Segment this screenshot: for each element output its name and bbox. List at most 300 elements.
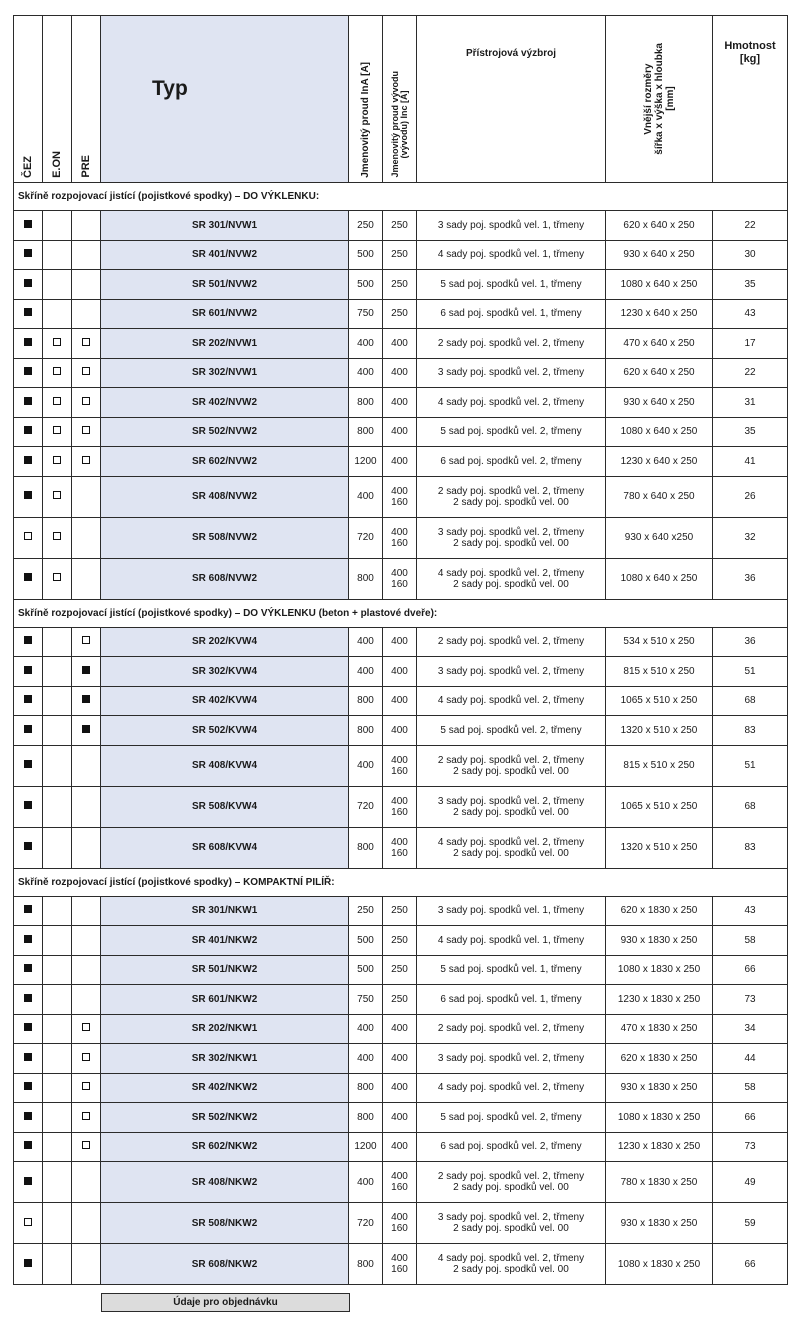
cell-outlet-current (383, 1203, 417, 1244)
empty-square-icon (82, 456, 90, 464)
col-weight-label-2: [kg] (739, 53, 761, 65)
col-dimensions (606, 16, 713, 183)
table-row (14, 476, 788, 517)
outlet-current-value: 400 (391, 836, 408, 848)
cell-dimensions: 1230 x 1830 x 250 (606, 985, 713, 1015)
col-current (349, 16, 383, 183)
equipment-line: 5 sad poj. spodků vel. 2, třmeny (440, 1111, 582, 1123)
empty-square-icon (82, 1023, 90, 1031)
filled-square-icon (24, 636, 32, 644)
section-header-row (14, 599, 788, 627)
cell-weight: 59 (713, 1203, 788, 1244)
filled-square-icon (24, 220, 32, 228)
cell-outlet-current (383, 926, 417, 956)
equipment-line: 3 sady poj. spodků vel. 2, třmeny (437, 526, 585, 538)
equipment-line: 3 sady poj. spodků vel. 2, třmeny (437, 1212, 585, 1223)
cell-weight: 66 (713, 955, 788, 985)
cell-weight: 51 (713, 657, 788, 687)
col-outlet-label-1: Jmenovitý proud vývodu (389, 71, 400, 178)
cell-outlet-current (383, 1162, 417, 1203)
empty-square-icon (82, 338, 90, 346)
section-header-row (14, 868, 788, 896)
cell-rated-current: 250 (349, 896, 383, 926)
filled-square-icon (24, 994, 32, 1002)
cell-equipment (417, 240, 606, 270)
cell-outlet-current (383, 1073, 417, 1103)
cell-weight: 83 (713, 827, 788, 868)
outlet-current-value: 160 (391, 1182, 408, 1193)
table-row (14, 1244, 788, 1285)
cell-cez (14, 926, 43, 956)
cell-eon (43, 1203, 72, 1244)
empty-square-icon (24, 1218, 32, 1226)
cell-eon (43, 476, 72, 517)
cell-type: SR 601/NVW2 (101, 299, 349, 329)
cell-outlet-current (383, 716, 417, 746)
cell-weight: 51 (713, 745, 788, 786)
outlet-current-value: 160 (391, 1223, 408, 1234)
cell-cez (14, 358, 43, 388)
cell-eon (43, 926, 72, 956)
cell-eon (43, 1044, 72, 1074)
empty-square-icon (53, 367, 61, 375)
cell-equipment (417, 1103, 606, 1133)
outlet-current-value: 400 (391, 1171, 408, 1182)
cell-type: SR 608/NVW2 (101, 558, 349, 599)
cell-outlet-current (383, 1044, 417, 1074)
col-pre-label: PRE (79, 155, 92, 178)
empty-square-icon (24, 532, 32, 540)
cell-dimensions: 930 x 1830 x 250 (606, 926, 713, 956)
table-row (14, 1103, 788, 1133)
cell-pre (72, 270, 101, 300)
cell-type: SR 402/NVW2 (101, 388, 349, 418)
cell-outlet-current (383, 517, 417, 558)
filled-square-icon (24, 1259, 32, 1267)
filled-square-icon (24, 760, 32, 768)
equipment-line: 6 sad poj. spodků vel. 2, třmeny (440, 1141, 582, 1153)
equipment-line: 2 sady poj. spodků vel. 2, třmeny (437, 1171, 585, 1182)
filled-square-icon (24, 426, 32, 434)
table-row (14, 926, 788, 956)
outlet-current-value: 160 (391, 578, 408, 590)
cell-type: SR 508/NKW2 (101, 1203, 349, 1244)
cell-dimensions: 620 x 1830 x 250 (606, 896, 713, 926)
cell-cez (14, 627, 43, 657)
cell-dimensions: 1320 x 510 x 250 (606, 827, 713, 868)
cell-type: SR 301/NKW1 (101, 896, 349, 926)
table-row (14, 447, 788, 477)
empty-square-icon (53, 397, 61, 405)
cell-dimensions: 930 x 1830 x 250 (606, 1073, 713, 1103)
col-dims-label-2: šířka x výška x hloubka (653, 43, 665, 155)
table-row (14, 686, 788, 716)
equipment-line: 2 sady poj. spodků vel. 2, třmeny (437, 1023, 585, 1035)
table-row (14, 985, 788, 1015)
cell-outlet-current (383, 476, 417, 517)
cell-weight: 31 (713, 388, 788, 418)
outlet-current-value: 400 (391, 665, 408, 677)
cell-pre (72, 1162, 101, 1203)
cell-pre (72, 358, 101, 388)
cell-eon (43, 1073, 72, 1103)
outlet-current-value: 400 (391, 396, 408, 408)
cell-rated-current: 720 (349, 1203, 383, 1244)
col-equipment-label: Přístrojová výzbroj (465, 47, 557, 59)
cell-equipment (417, 955, 606, 985)
cell-cez (14, 1244, 43, 1285)
cell-pre (72, 786, 101, 827)
equipment-line: 4 sady poj. spodků vel. 1, třmeny (437, 934, 585, 946)
equipment-line: 3 sady poj. spodků vel. 2, třmeny (437, 665, 585, 677)
cell-eon (43, 1244, 72, 1285)
cell-pre (72, 211, 101, 241)
cell-cez (14, 476, 43, 517)
cell-weight: 73 (713, 1132, 788, 1162)
cell-cez (14, 299, 43, 329)
table-row (14, 517, 788, 558)
outlet-current-value: 250 (391, 278, 408, 290)
table-row (14, 558, 788, 599)
cell-cez (14, 211, 43, 241)
empty-square-icon (82, 1112, 90, 1120)
cell-type: SR 202/KVW4 (101, 627, 349, 657)
cell-type: SR 508/NVW2 (101, 517, 349, 558)
cell-weight: 35 (713, 270, 788, 300)
cell-dimensions: 930 x 640 x 250 (606, 240, 713, 270)
cell-type: SR 408/NVW2 (101, 476, 349, 517)
cell-dimensions: 1080 x 1830 x 250 (606, 955, 713, 985)
col-typ-label: Typ (152, 77, 188, 100)
cell-equipment (417, 827, 606, 868)
table-row (14, 388, 788, 418)
cell-equipment (417, 388, 606, 418)
outlet-current-value: 160 (391, 765, 408, 777)
cell-dimensions: 1230 x 1830 x 250 (606, 1132, 713, 1162)
col-outlet-current (383, 16, 417, 183)
filled-square-icon (24, 1023, 32, 1031)
cell-cez (14, 955, 43, 985)
empty-square-icon (53, 338, 61, 346)
col-dims-label-3: [mm] (664, 86, 676, 112)
equipment-line: 5 sad poj. spodků vel. 2, třmeny (440, 724, 582, 736)
cell-weight: 43 (713, 896, 788, 926)
equipment-line: 2 sady poj. spodků vel. 00 (453, 496, 569, 508)
outlet-current-value: 400 (391, 754, 408, 766)
equipment-line: 4 sady poj. spodků vel. 2, třmeny (437, 567, 585, 579)
outlet-current-value: 400 (391, 636, 408, 648)
outlet-current-value: 400 (391, 695, 408, 707)
filled-square-icon (24, 1177, 32, 1185)
cell-pre (72, 1244, 101, 1285)
cell-eon (43, 447, 72, 477)
empty-square-icon (82, 1053, 90, 1061)
filled-square-icon (24, 249, 32, 257)
equipment-line: 4 sady poj. spodků vel. 2, třmeny (437, 396, 585, 408)
cell-type: SR 501/NVW2 (101, 270, 349, 300)
cell-outlet-current (383, 417, 417, 447)
equipment-line: 2 sady poj. spodků vel. 00 (453, 537, 569, 549)
equipment-line: 2 sady poj. spodků vel. 00 (453, 806, 569, 818)
cell-equipment (417, 1162, 606, 1203)
cell-pre (72, 716, 101, 746)
cell-eon (43, 358, 72, 388)
cell-pre (72, 657, 101, 687)
col-cez-label: ČEZ (21, 156, 34, 178)
outlet-current-value: 400 (391, 426, 408, 438)
cell-eon (43, 299, 72, 329)
cell-type: SR 302/NVW1 (101, 358, 349, 388)
outlet-current-value: 250 (391, 993, 408, 1005)
cell-pre (72, 517, 101, 558)
cell-equipment (417, 686, 606, 716)
cell-cez (14, 1132, 43, 1162)
filled-square-icon (24, 725, 32, 733)
equipment-line: 3 sady poj. spodků vel. 1, třmeny (437, 905, 585, 917)
cell-cez (14, 329, 43, 359)
table-row (14, 786, 788, 827)
outlet-current-value: 250 (391, 964, 408, 976)
cell-rated-current: 400 (349, 627, 383, 657)
cell-eon (43, 745, 72, 786)
empty-square-icon (53, 573, 61, 581)
cell-dimensions: 815 x 510 x 250 (606, 657, 713, 687)
cell-type: SR 402/KVW4 (101, 686, 349, 716)
cell-weight: 17 (713, 329, 788, 359)
cell-rated-current: 720 (349, 517, 383, 558)
equipment-line: 4 sady poj. spodků vel. 2, třmeny (437, 836, 585, 848)
outlet-current-value: 400 (391, 1111, 408, 1123)
outlet-current-value: 400 (391, 1253, 408, 1264)
table-row (14, 1162, 788, 1203)
cell-type: SR 408/KVW4 (101, 745, 349, 786)
equipment-line: 5 sad poj. spodků vel. 1, třmeny (440, 278, 582, 290)
cell-outlet-current (383, 447, 417, 477)
cell-outlet-current (383, 358, 417, 388)
cell-eon (43, 329, 72, 359)
cell-eon (43, 627, 72, 657)
outlet-current-value: 160 (391, 496, 408, 508)
cell-outlet-current (383, 240, 417, 270)
cell-dimensions: 930 x 640 x 250 (606, 388, 713, 418)
equipment-line: 2 sady poj. spodků vel. 2, třmeny (437, 754, 585, 766)
cell-weight: 34 (713, 1014, 788, 1044)
cell-equipment (417, 329, 606, 359)
cell-equipment (417, 476, 606, 517)
section-title: Skříně rozpojovací jistící (pojistkové spodky) – DO VÝKLENKU: (14, 183, 788, 211)
cell-outlet-current (383, 985, 417, 1015)
cell-rated-current: 400 (349, 657, 383, 687)
cell-outlet-current (383, 270, 417, 300)
cell-pre (72, 686, 101, 716)
cell-dimensions: 815 x 510 x 250 (606, 745, 713, 786)
cell-eon (43, 211, 72, 241)
cell-pre (72, 1044, 101, 1074)
outlet-current-value: 250 (391, 249, 408, 261)
col-equipment (417, 16, 606, 183)
cell-weight: 73 (713, 985, 788, 1015)
cell-weight: 36 (713, 627, 788, 657)
table-row (14, 1203, 788, 1244)
cell-weight: 22 (713, 358, 788, 388)
cell-dimensions: 534 x 510 x 250 (606, 627, 713, 657)
outlet-current-value: 400 (391, 724, 408, 736)
empty-square-icon (82, 426, 90, 434)
cell-type: SR 602/NKW2 (101, 1132, 349, 1162)
cell-equipment (417, 558, 606, 599)
cell-cez (14, 417, 43, 447)
table-row (14, 1014, 788, 1044)
equipment-line: 5 sad poj. spodků vel. 1, třmeny (440, 964, 582, 976)
cell-outlet-current (383, 745, 417, 786)
cell-type: SR 601/NKW2 (101, 985, 349, 1015)
table-row (14, 358, 788, 388)
cell-pre (72, 476, 101, 517)
equipment-line: 3 sady poj. spodků vel. 2, třmeny (437, 1052, 585, 1064)
cell-rated-current: 800 (349, 686, 383, 716)
cell-weight: 68 (713, 686, 788, 716)
filled-square-icon (24, 573, 32, 581)
cell-rated-current: 400 (349, 745, 383, 786)
cell-pre (72, 558, 101, 599)
cell-outlet-current (383, 786, 417, 827)
cell-equipment (417, 417, 606, 447)
equipment-line: 2 sady poj. spodků vel. 00 (453, 1223, 569, 1234)
col-current-label: Jmenovitý proud InA [A] (360, 62, 371, 178)
cell-rated-current: 500 (349, 240, 383, 270)
outlet-current-value: 160 (391, 537, 408, 549)
cell-outlet-current (383, 686, 417, 716)
cell-type: SR 602/NVW2 (101, 447, 349, 477)
equipment-line: 3 sady poj. spodků vel. 1, třmeny (437, 219, 585, 231)
cell-eon (43, 827, 72, 868)
cell-rated-current: 500 (349, 270, 383, 300)
cell-outlet-current (383, 558, 417, 599)
header-row (14, 16, 788, 183)
cell-cez (14, 1014, 43, 1044)
cell-type: SR 508/KVW4 (101, 786, 349, 827)
cell-eon (43, 1132, 72, 1162)
cell-pre (72, 926, 101, 956)
cell-rated-current: 800 (349, 1073, 383, 1103)
cell-dimensions: 620 x 1830 x 250 (606, 1044, 713, 1074)
cell-rated-current: 500 (349, 926, 383, 956)
cell-dimensions: 1065 x 510 x 250 (606, 786, 713, 827)
cell-outlet-current (383, 657, 417, 687)
cell-eon (43, 388, 72, 418)
cell-equipment (417, 358, 606, 388)
outlet-current-value: 400 (391, 1082, 408, 1094)
cell-pre (72, 627, 101, 657)
cell-eon (43, 1014, 72, 1044)
cell-dimensions: 1080 x 640 x 250 (606, 558, 713, 599)
outlet-current-value: 400 (391, 1023, 408, 1035)
cell-rated-current: 400 (349, 1162, 383, 1203)
cell-equipment (417, 1132, 606, 1162)
cell-dimensions: 470 x 640 x 250 (606, 329, 713, 359)
equipment-line: 2 sady poj. spodků vel. 00 (453, 1264, 569, 1275)
outlet-current-value: 400 (391, 337, 408, 349)
cell-dimensions: 930 x 640 x250 (606, 517, 713, 558)
cell-equipment (417, 1044, 606, 1074)
cell-dimensions: 780 x 640 x 250 (606, 476, 713, 517)
cell-cez (14, 270, 43, 300)
cell-equipment (417, 1014, 606, 1044)
cell-cez (14, 1162, 43, 1203)
outlet-current-value: 400 (391, 1212, 408, 1223)
cell-rated-current: 250 (349, 211, 383, 241)
cell-weight: 44 (713, 1044, 788, 1074)
equipment-line: 6 sad poj. spodků vel. 1, třmeny (440, 308, 582, 320)
cell-dimensions: 1065 x 510 x 250 (606, 686, 713, 716)
cell-equipment (417, 786, 606, 827)
cell-cez (14, 388, 43, 418)
cell-pre (72, 299, 101, 329)
cell-eon (43, 1103, 72, 1133)
cell-eon (43, 240, 72, 270)
outlet-current-value: 250 (391, 308, 408, 320)
cell-weight: 26 (713, 476, 788, 517)
cell-eon (43, 786, 72, 827)
outlet-current-value: 400 (391, 1141, 408, 1153)
cell-dimensions: 620 x 640 x 250 (606, 211, 713, 241)
cell-eon (43, 896, 72, 926)
section-header-row (14, 183, 788, 211)
cell-cez (14, 985, 43, 1015)
cell-type: SR 502/NKW2 (101, 1103, 349, 1133)
cell-cez (14, 1073, 43, 1103)
cell-outlet-current (383, 211, 417, 241)
equipment-line: 2 sady poj. spodků vel. 2, třmeny (437, 485, 585, 497)
filled-square-icon (24, 338, 32, 346)
cell-equipment (417, 926, 606, 956)
equipment-line: 6 sad poj. spodků vel. 2, třmeny (440, 455, 582, 467)
cell-outlet-current (383, 329, 417, 359)
cell-rated-current: 750 (349, 985, 383, 1015)
col-dims-label-1: Vnější rozměry (642, 63, 654, 135)
outlet-current-value: 250 (391, 934, 408, 946)
table-row (14, 1073, 788, 1103)
cell-weight: 66 (713, 1103, 788, 1133)
cell-weight: 36 (713, 558, 788, 599)
equipment-line: 2 sady poj. spodků vel. 2, třmeny (437, 337, 585, 349)
cell-pre (72, 827, 101, 868)
cell-pre (72, 1014, 101, 1044)
cell-outlet-current (383, 1103, 417, 1133)
cell-type: SR 202/NKW1 (101, 1014, 349, 1044)
cell-type: SR 608/NKW2 (101, 1244, 349, 1285)
cell-dimensions: 1230 x 640 x 250 (606, 299, 713, 329)
equipment-line: 6 sad poj. spodků vel. 1, třmeny (440, 993, 582, 1005)
cell-type: SR 501/NKW2 (101, 955, 349, 985)
equipment-line: 2 sady poj. spodků vel. 00 (453, 578, 569, 590)
cell-cez (14, 786, 43, 827)
cell-pre (72, 1103, 101, 1133)
cell-eon (43, 270, 72, 300)
filled-square-icon (24, 279, 32, 287)
cell-type: SR 402/NKW2 (101, 1073, 349, 1103)
table-row (14, 329, 788, 359)
cell-cez (14, 827, 43, 868)
equipment-line: 4 sady poj. spodků vel. 2, třmeny (437, 1082, 585, 1094)
cell-pre (72, 329, 101, 359)
cell-equipment (417, 270, 606, 300)
cell-cez (14, 1044, 43, 1074)
cell-rated-current: 750 (349, 299, 383, 329)
cell-rated-current: 800 (349, 417, 383, 447)
outlet-current-value: 400 (391, 526, 408, 538)
cell-eon (43, 657, 72, 687)
